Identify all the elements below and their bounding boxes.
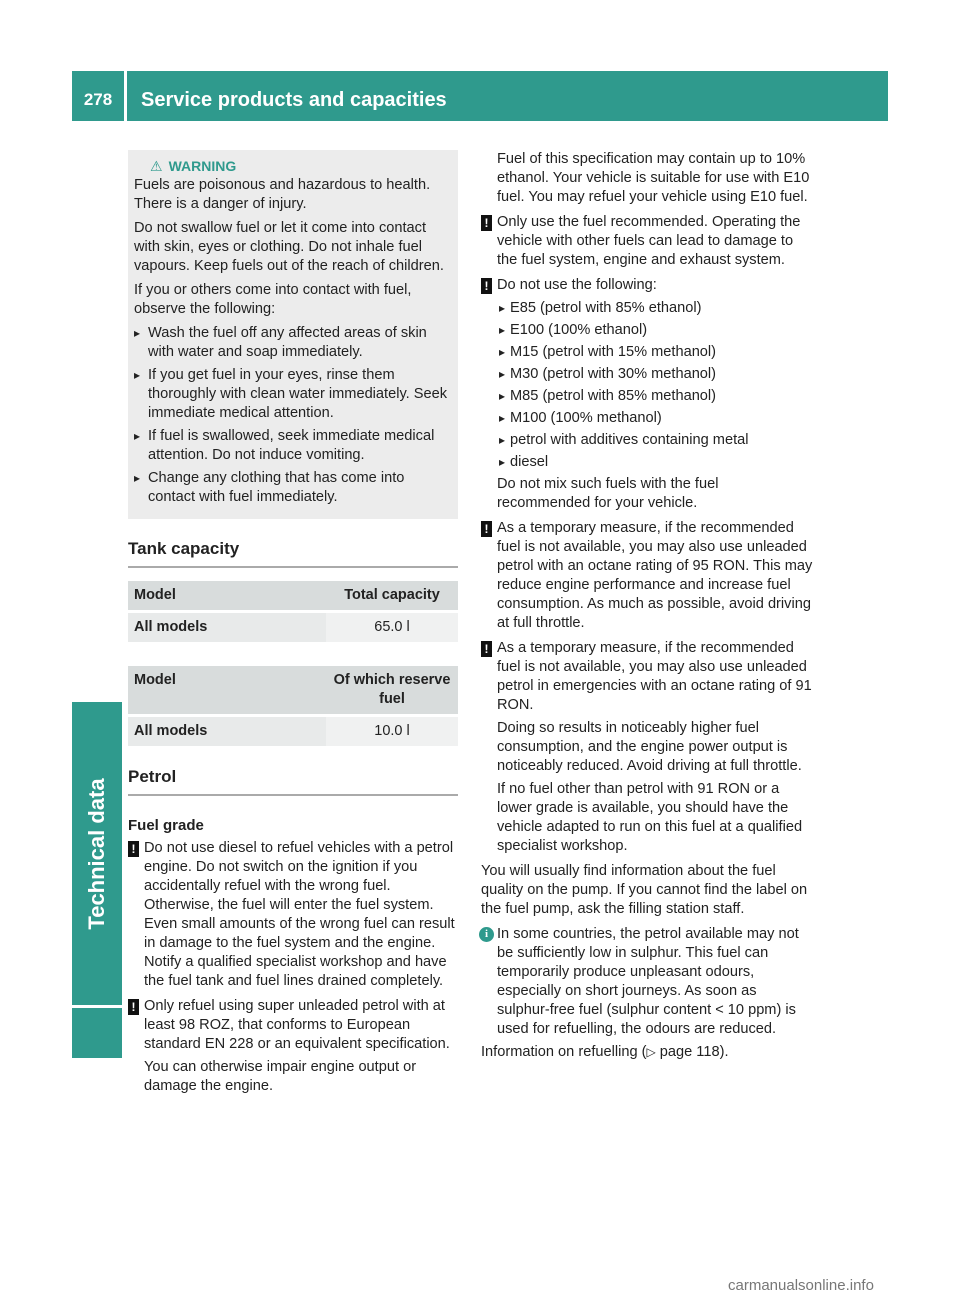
table-cell: All models <box>128 717 326 746</box>
warning-box <box>128 150 458 519</box>
refuelling-reference <box>481 1043 813 1062</box>
list-item: ▸ M30 (petrol with 30% methanol) <box>499 365 813 384</box>
page-reference-arrow-icon: ▷ <box>646 1045 656 1059</box>
list-item: ▸ E85 (petrol with 85% ethanol) <box>499 299 813 318</box>
intro-para: Fuel of this specification may contain up to 10% ethanol. Your vehicle is suitable for use with E10 fuel. You may refuel your vehicle using E10 fuel. <box>497 151 810 205</box>
caution-text: Only use the fuel recommended. Operating the vehicle with other fuels can lead to damage to the fuel system, engine and exhaust system. <box>497 214 801 268</box>
caution-text: Do not use the following: <box>497 277 657 293</box>
caution-note <box>128 997 458 1096</box>
table-cell: 10.0 l <box>326 717 458 746</box>
warning-title-text: WARNING <box>168 158 237 174</box>
header-divider <box>124 71 127 121</box>
list-item: ▸ diesel <box>499 453 813 472</box>
table-header: Model <box>128 581 326 610</box>
list-item: ▸ petrol with additives containing metal <box>499 431 813 450</box>
exclamation-icon: ! <box>128 999 139 1015</box>
caution-text: Only refuel using super unleaded petrol with at least 98 ROZ, that conforms to European standard EN 228 or an equivalent specification. <box>144 998 450 1052</box>
warning-bullet: ▸ Wash the fuel off any affected areas of skin with water and soap immediately. <box>134 324 452 362</box>
list-item: ▸ M100 (100% methanol) <box>499 409 813 428</box>
caution-text: Doing so results in noticeably higher fuel consumption, and the engine power output is noticeably reduced. Avoid driving at full throttle. <box>497 720 802 774</box>
caution-text: If no fuel other than petrol with 91 RON or a lower grade is available, you should have the vehicle adapted to run on this fuel at a qualified specialist workshop. <box>497 781 803 854</box>
table-cell: 65.0 l <box>326 613 458 642</box>
caution-note <box>128 839 458 991</box>
warning-bullet: ▸ Change any clothing that has come into contact with fuel immediately. <box>134 469 452 507</box>
warning-bullet: ▸ If fuel is swallowed, seek immediate medical attention. Do not induce vomiting. <box>134 427 452 465</box>
page-reference-link[interactable]: page 118 <box>659 1044 720 1060</box>
list-item: ▸ M85 (petrol with 85% methanol) <box>499 387 813 406</box>
table-header: Model <box>128 666 326 714</box>
warning-triangle-icon: ⚠ <box>150 158 163 174</box>
side-tab-label: Technical data <box>84 778 109 930</box>
caution-note <box>481 213 813 270</box>
warning-title <box>150 156 452 176</box>
exclamation-icon: ! <box>481 521 492 537</box>
exclamation-icon: ! <box>481 215 492 231</box>
side-tab-label-wrap <box>72 702 122 1006</box>
page-title: Service products and capacities <box>141 89 447 111</box>
caution-note <box>481 639 813 856</box>
caution-note <box>481 519 813 633</box>
reference-prefix: Information on refuelling ( <box>481 1044 647 1060</box>
info-icon: i <box>479 927 494 942</box>
left-column <box>128 150 458 1102</box>
caution-text: As a temporary measure, if the recommended fuel is not available, you may also use unleaded petrol with an octane rating of 95 RON. This may reduce engine performance and increase fuel consumption. As much as possible, avoid driving at full throttle. <box>497 520 813 631</box>
info-note <box>481 925 813 1039</box>
tank-capacity-table <box>128 578 458 645</box>
section-heading-petrol: Petrol <box>128 767 458 796</box>
caution-text: Do not use diesel to refuel vehicles with a petrol engine. Do not switch on the ignition if you accidentally refuel with the wrong fuel. Otherwise, the fuel will enter the fuel system. Even small amounts of the wrong fuel can result in damage to the fuel system and the engine. Notify a qualified specialist workshop and have the fuel tank and fuel lines drained completely. <box>144 840 455 989</box>
reserve-fuel-table <box>128 663 458 749</box>
caution-text: You can otherwise impair engine output or damage the engine. <box>144 1059 417 1094</box>
table-cell: All models <box>128 613 326 642</box>
exclamation-icon: ! <box>481 641 492 657</box>
fuel-quality-para: You will usually find information about the fuel quality on the pump. If you cannot find the label on the fuel pump, ask the filling station staff. <box>481 863 808 917</box>
list-item: ▸ M15 (petrol with 15% methanol) <box>499 343 813 362</box>
right-column <box>481 150 813 1062</box>
warning-para: Do not swallow fuel or let it come into contact with skin, eyes or clothing. Do not inhale fuel vapours. Keep fuels out of the reach of children. <box>134 220 444 274</box>
info-text: In some countries, the petrol available may not be sufficiently low in sulphur. This fuel can temporarily produce unpleasant odours, especially on short journeys. As soon as sulphur-free fuel (sulphur content < 10 ppm) is used for refuelling, the odours are reduced. <box>497 926 799 1037</box>
warning-para: If you or others come into contact with fuel, observe the following: <box>134 282 412 317</box>
warning-bullet: ▸ If you get fuel in your eyes, rinse them thoroughly with clean water immediately. Seek immediate medical attention. <box>134 366 452 423</box>
caution-text: Do not mix such fuels with the fuel recommended for your vehicle. <box>497 476 719 511</box>
watermark: carmanualsonline.info <box>728 1277 874 1294</box>
list-item: ▸ E100 (100% ethanol) <box>499 321 813 340</box>
exclamation-icon: ! <box>128 841 139 857</box>
warning-para: Fuels are poisonous and hazardous to health. There is a danger of injury. <box>134 177 431 212</box>
side-tab-marker <box>72 1008 122 1058</box>
caution-text: As a temporary measure, if the recommended fuel is not available, you may also use unleaded petrol in emergencies with an octane rating of 91 RON. <box>497 640 812 713</box>
subheading-fuel-grade: Fuel grade <box>128 817 204 834</box>
caution-note <box>481 276 813 513</box>
exclamation-icon: ! <box>481 278 492 294</box>
reference-suffix: ). <box>719 1044 729 1060</box>
table-header: Total capacity <box>326 581 458 610</box>
page-number: 278 <box>83 90 113 109</box>
table-header: Of which reserve fuel <box>326 666 458 714</box>
section-heading-tank: Tank capacity <box>128 539 458 568</box>
